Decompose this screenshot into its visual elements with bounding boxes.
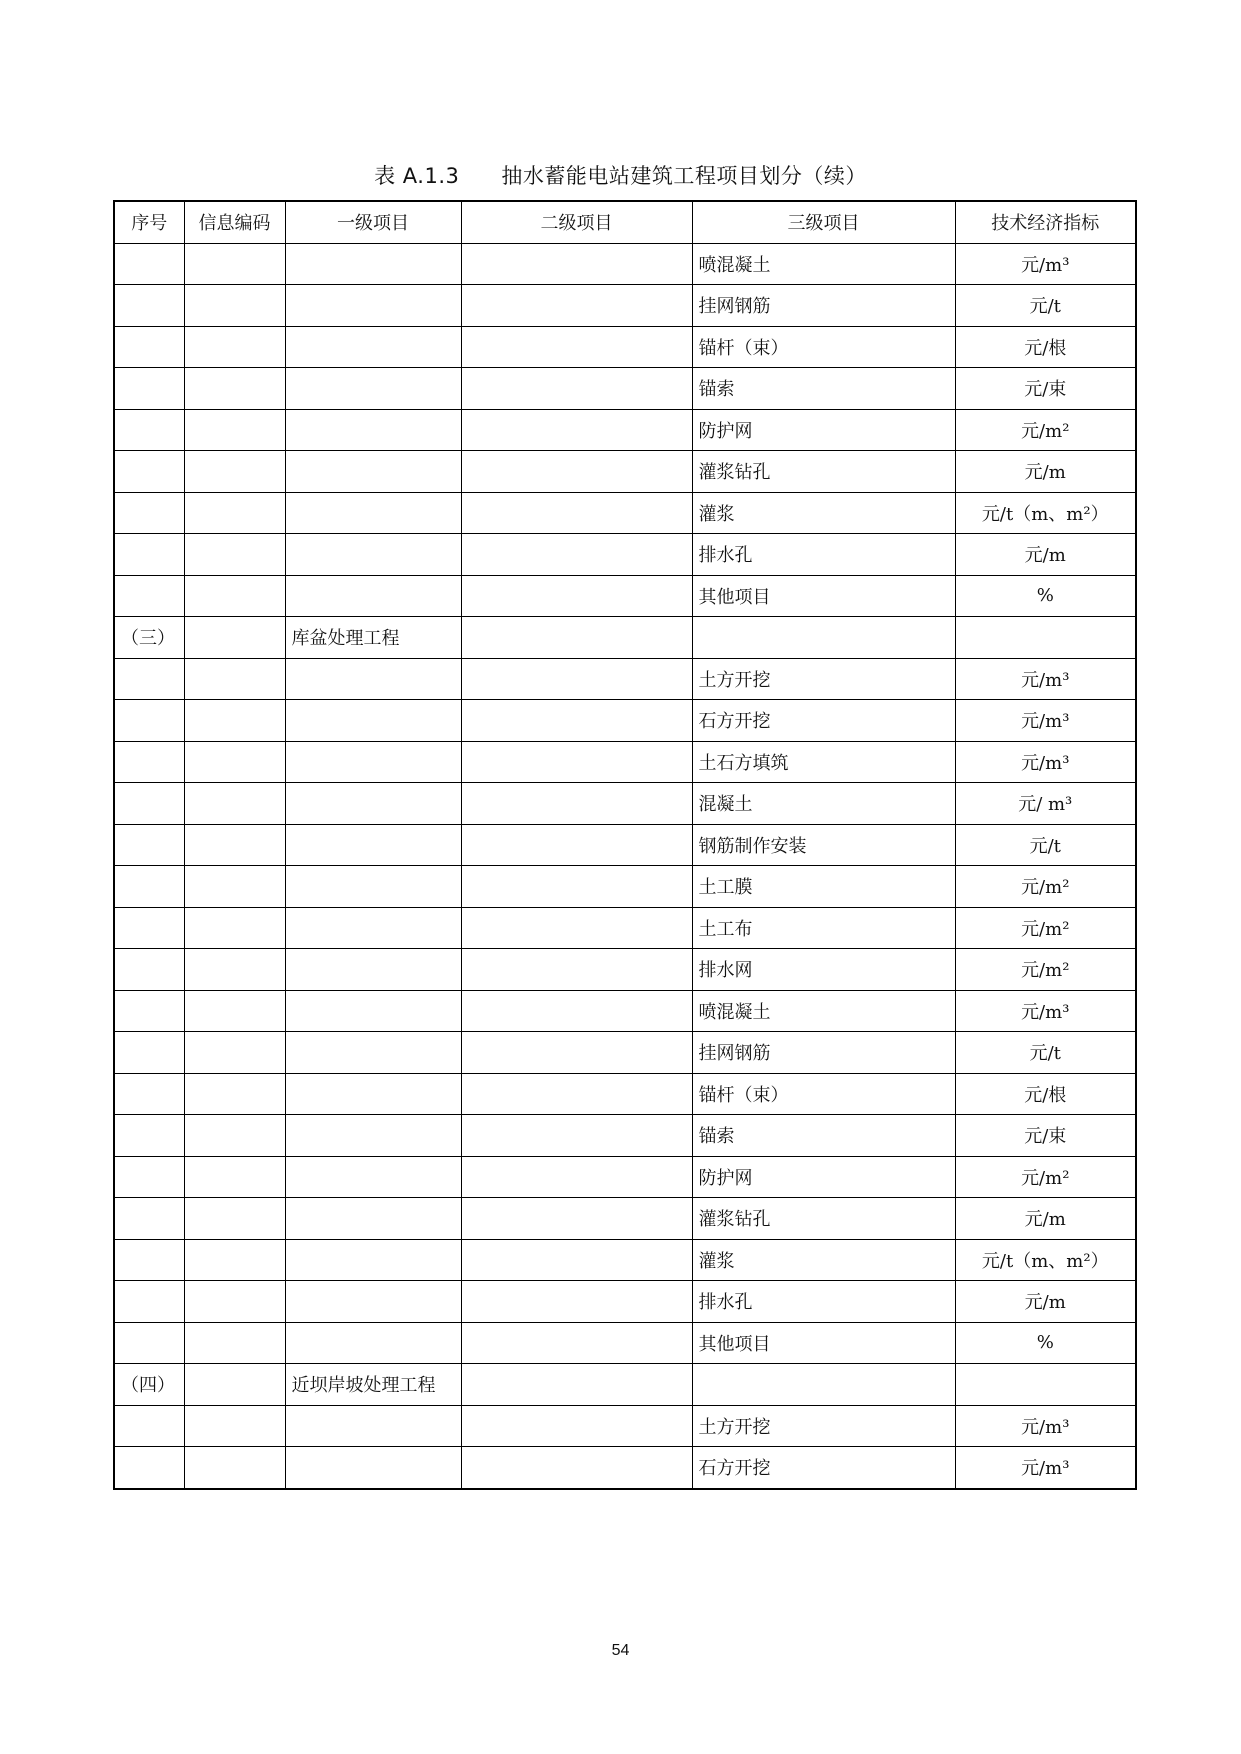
cell-info-code (184, 1447, 285, 1489)
cell-level3: 灌浆钻孔 (692, 1198, 955, 1240)
cell-seq (114, 949, 184, 991)
cell-indicator: 元/m³ (955, 700, 1136, 742)
cell-info-code (184, 658, 285, 700)
cell-indicator: 元/t (955, 1032, 1136, 1074)
cell-level1 (285, 990, 461, 1032)
cell-level2 (461, 741, 692, 783)
cell-level2 (461, 368, 692, 410)
cell-info-code (184, 741, 285, 783)
cell-indicator: 元/m (955, 451, 1136, 493)
cell-level1: 库盆处理工程 (285, 617, 461, 659)
cell-seq (114, 243, 184, 285)
table-row (114, 492, 1136, 534)
cell-seq (114, 824, 184, 866)
cell-info-code (184, 1239, 285, 1281)
cell-level2 (461, 492, 692, 534)
cell-seq (114, 741, 184, 783)
cell-level2 (461, 1073, 692, 1115)
cell-info-code (184, 1322, 285, 1364)
cell-info-code (184, 1115, 285, 1157)
cell-indicator: 元/m² (955, 907, 1136, 949)
cell-level3: 土工布 (692, 907, 955, 949)
cell-seq (114, 534, 184, 576)
cell-level3: 土工膜 (692, 866, 955, 908)
header-level1: 一级项目 (285, 201, 461, 243)
cell-level3: 石方开挖 (692, 1447, 955, 1489)
cell-level1 (285, 1115, 461, 1157)
table-row (114, 1073, 1136, 1115)
cell-level1 (285, 451, 461, 493)
cell-info-code (184, 617, 285, 659)
cell-info-code (184, 824, 285, 866)
table-row (114, 990, 1136, 1032)
table-row (114, 741, 1136, 783)
cell-level3: 钢筋制作安装 (692, 824, 955, 866)
cell-seq (114, 409, 184, 451)
cell-info-code (184, 1281, 285, 1323)
cell-indicator: 元/束 (955, 1115, 1136, 1157)
table-body (114, 243, 1136, 1489)
cell-level3: 土方开挖 (692, 1405, 955, 1447)
cell-seq (114, 1281, 184, 1323)
cell-seq (114, 866, 184, 908)
cell-indicator: 元/t（m、m²） (955, 1239, 1136, 1281)
cell-info-code (184, 575, 285, 617)
cell-level3: 排水孔 (692, 534, 955, 576)
cell-indicator: 元/m³ (955, 243, 1136, 285)
cell-indicator (955, 617, 1136, 659)
cell-info-code (184, 534, 285, 576)
cell-level3: 排水孔 (692, 1281, 955, 1323)
cell-info-code (184, 451, 285, 493)
cell-level1 (285, 741, 461, 783)
table-row (114, 658, 1136, 700)
cell-level3: 喷混凝土 (692, 990, 955, 1032)
cell-level3 (692, 617, 955, 659)
cell-level3: 锚索 (692, 368, 955, 410)
cell-seq (114, 1198, 184, 1240)
cell-seq (114, 1322, 184, 1364)
cell-seq (114, 492, 184, 534)
cell-seq (114, 326, 184, 368)
cell-level1 (285, 1198, 461, 1240)
cell-level2 (461, 1281, 692, 1323)
cell-info-code (184, 783, 285, 825)
cell-level2 (461, 1364, 692, 1406)
cell-seq (114, 575, 184, 617)
cell-level2 (461, 1198, 692, 1240)
cell-level2 (461, 1447, 692, 1489)
cell-level3: 防护网 (692, 1156, 955, 1198)
cell-seq (114, 907, 184, 949)
table-row (114, 700, 1136, 742)
table-row (114, 1198, 1136, 1240)
cell-indicator: 元/ m³ (955, 783, 1136, 825)
table-caption: 抽水蓄能电站建筑工程项目划分（续） (501, 164, 867, 188)
cell-indicator: 元/m³ (955, 990, 1136, 1032)
cell-seq (114, 285, 184, 327)
cell-level1 (285, 907, 461, 949)
table-row (114, 824, 1136, 866)
cell-indicator: 元/束 (955, 368, 1136, 410)
header-level3: 三级项目 (692, 201, 955, 243)
table-row (114, 326, 1136, 368)
cell-level2 (461, 907, 692, 949)
table-row (114, 243, 1136, 285)
cell-indicator: 元/m² (955, 409, 1136, 451)
table-header (114, 201, 1136, 243)
cell-seq (114, 368, 184, 410)
cell-indicator: 元/t (955, 824, 1136, 866)
cell-level3: 灌浆 (692, 1239, 955, 1281)
cell-level3: 灌浆 (692, 492, 955, 534)
header-row (114, 201, 1136, 243)
cell-level3 (692, 1364, 955, 1406)
cell-level1 (285, 368, 461, 410)
table-row (114, 534, 1136, 576)
cell-level1 (285, 285, 461, 327)
cell-level2 (461, 534, 692, 576)
page-number: 54 (611, 1642, 630, 1659)
cell-level1 (285, 1032, 461, 1074)
cell-level1 (285, 1405, 461, 1447)
cell-info-code (184, 368, 285, 410)
cell-level1 (285, 949, 461, 991)
cell-info-code (184, 700, 285, 742)
table-row (114, 949, 1136, 991)
cell-info-code (184, 1405, 285, 1447)
cell-seq (114, 783, 184, 825)
table-row (114, 1364, 1136, 1406)
cell-info-code (184, 1364, 285, 1406)
cell-level1 (285, 700, 461, 742)
cell-level2 (461, 866, 692, 908)
cell-indicator: 元/m² (955, 949, 1136, 991)
cell-indicator: 元/m³ (955, 658, 1136, 700)
cell-info-code (184, 1073, 285, 1115)
cell-info-code (184, 907, 285, 949)
table-row (114, 1447, 1136, 1489)
cell-indicator: 元/m³ (955, 1405, 1136, 1447)
cell-level2 (461, 451, 692, 493)
cell-level3: 灌浆钻孔 (692, 451, 955, 493)
cell-indicator: 元/m² (955, 1156, 1136, 1198)
cell-level3: 防护网 (692, 409, 955, 451)
cell-seq (114, 1239, 184, 1281)
table-number: 表 A.1.3 (374, 164, 460, 188)
cell-level2 (461, 326, 692, 368)
cell-level1: 近坝岸坡处理工程 (285, 1364, 461, 1406)
cell-seq (114, 451, 184, 493)
cell-level1 (285, 783, 461, 825)
table-row (114, 409, 1136, 451)
cell-level1 (285, 866, 461, 908)
cell-indicator: 元/m³ (955, 1447, 1136, 1489)
cell-indicator: 元/m (955, 534, 1136, 576)
cell-seq (114, 658, 184, 700)
cell-level3: 石方开挖 (692, 700, 955, 742)
cell-level3: 挂网钢筋 (692, 1032, 955, 1074)
cell-level3: 其他项目 (692, 1322, 955, 1364)
cell-level2 (461, 949, 692, 991)
cell-indicator (955, 1364, 1136, 1406)
header-level2: 二级项目 (461, 201, 692, 243)
table-row (114, 907, 1136, 949)
cell-level2 (461, 1032, 692, 1074)
cell-level2 (461, 1322, 692, 1364)
table-row (114, 1115, 1136, 1157)
header-indicator: 技术经济指标 (955, 201, 1136, 243)
cell-seq (114, 990, 184, 1032)
table-row (114, 285, 1136, 327)
project-division-table (113, 200, 1137, 1490)
cell-level1 (285, 1322, 461, 1364)
cell-level3: 锚杆（束） (692, 1073, 955, 1115)
cell-indicator: 元/m (955, 1198, 1136, 1240)
cell-level1 (285, 658, 461, 700)
cell-level2 (461, 990, 692, 1032)
cell-indicator: 元/根 (955, 326, 1136, 368)
cell-level2 (461, 783, 692, 825)
cell-level1 (285, 575, 461, 617)
cell-level2 (461, 243, 692, 285)
cell-seq (114, 700, 184, 742)
cell-info-code (184, 1156, 285, 1198)
cell-level1 (285, 1447, 461, 1489)
cell-info-code (184, 285, 285, 327)
header-info-code: 信息编码 (184, 201, 285, 243)
header-seq: 序号 (114, 201, 184, 243)
cell-seq (114, 1447, 184, 1489)
cell-level2 (461, 1115, 692, 1157)
cell-indicator: 元/根 (955, 1073, 1136, 1115)
cell-level1 (285, 1239, 461, 1281)
cell-level1 (285, 1281, 461, 1323)
cell-level2 (461, 409, 692, 451)
table-row (114, 617, 1136, 659)
table-row (114, 575, 1136, 617)
cell-level3: 土方开挖 (692, 658, 955, 700)
cell-seq (114, 1115, 184, 1157)
cell-level1 (285, 326, 461, 368)
table-row (114, 866, 1136, 908)
cell-level2 (461, 700, 692, 742)
cell-info-code (184, 866, 285, 908)
cell-level3: 喷混凝土 (692, 243, 955, 285)
cell-level2 (461, 658, 692, 700)
table-row (114, 1281, 1136, 1323)
cell-level3: 其他项目 (692, 575, 955, 617)
cell-level2 (461, 617, 692, 659)
cell-seq (114, 1032, 184, 1074)
cell-info-code (184, 990, 285, 1032)
cell-info-code (184, 409, 285, 451)
cell-seq (114, 1405, 184, 1447)
cell-info-code (184, 492, 285, 534)
cell-seq (114, 1073, 184, 1115)
table-row (114, 1322, 1136, 1364)
cell-info-code (184, 949, 285, 991)
cell-level3: 土石方填筑 (692, 741, 955, 783)
cell-info-code (184, 1198, 285, 1240)
cell-level3: 挂网钢筋 (692, 285, 955, 327)
cell-level1 (285, 243, 461, 285)
table-row (114, 1156, 1136, 1198)
cell-level3: 锚杆（束） (692, 326, 955, 368)
table-row (114, 1239, 1136, 1281)
cell-indicator: 元/m² (955, 866, 1136, 908)
cell-level2 (461, 1405, 692, 1447)
table-row (114, 783, 1136, 825)
cell-indicator: 元/t（m、m²） (955, 492, 1136, 534)
cell-info-code (184, 243, 285, 285)
cell-level1 (285, 534, 461, 576)
cell-seq: （三） (114, 617, 184, 659)
cell-info-code (184, 1032, 285, 1074)
cell-level3: 排水网 (692, 949, 955, 991)
cell-level2 (461, 575, 692, 617)
table-title (0, 160, 1241, 190)
cell-seq (114, 1156, 184, 1198)
cell-level1 (285, 492, 461, 534)
cell-level3: 锚索 (692, 1115, 955, 1157)
table-row (114, 1405, 1136, 1447)
cell-seq: （四） (114, 1364, 184, 1406)
cell-indicator: 元/m (955, 1281, 1136, 1323)
cell-level1 (285, 409, 461, 451)
cell-level1 (285, 1156, 461, 1198)
table-row (114, 451, 1136, 493)
cell-level2 (461, 1156, 692, 1198)
cell-info-code (184, 326, 285, 368)
cell-level2 (461, 285, 692, 327)
cell-level2 (461, 824, 692, 866)
cell-level1 (285, 824, 461, 866)
cell-level1 (285, 1073, 461, 1115)
table-row (114, 368, 1136, 410)
cell-level2 (461, 1239, 692, 1281)
cell-indicator: % (955, 1322, 1136, 1364)
cell-indicator: % (955, 575, 1136, 617)
cell-indicator: 元/t (955, 285, 1136, 327)
cell-indicator: 元/m³ (955, 741, 1136, 783)
cell-level3: 混凝土 (692, 783, 955, 825)
table-row (114, 1032, 1136, 1074)
